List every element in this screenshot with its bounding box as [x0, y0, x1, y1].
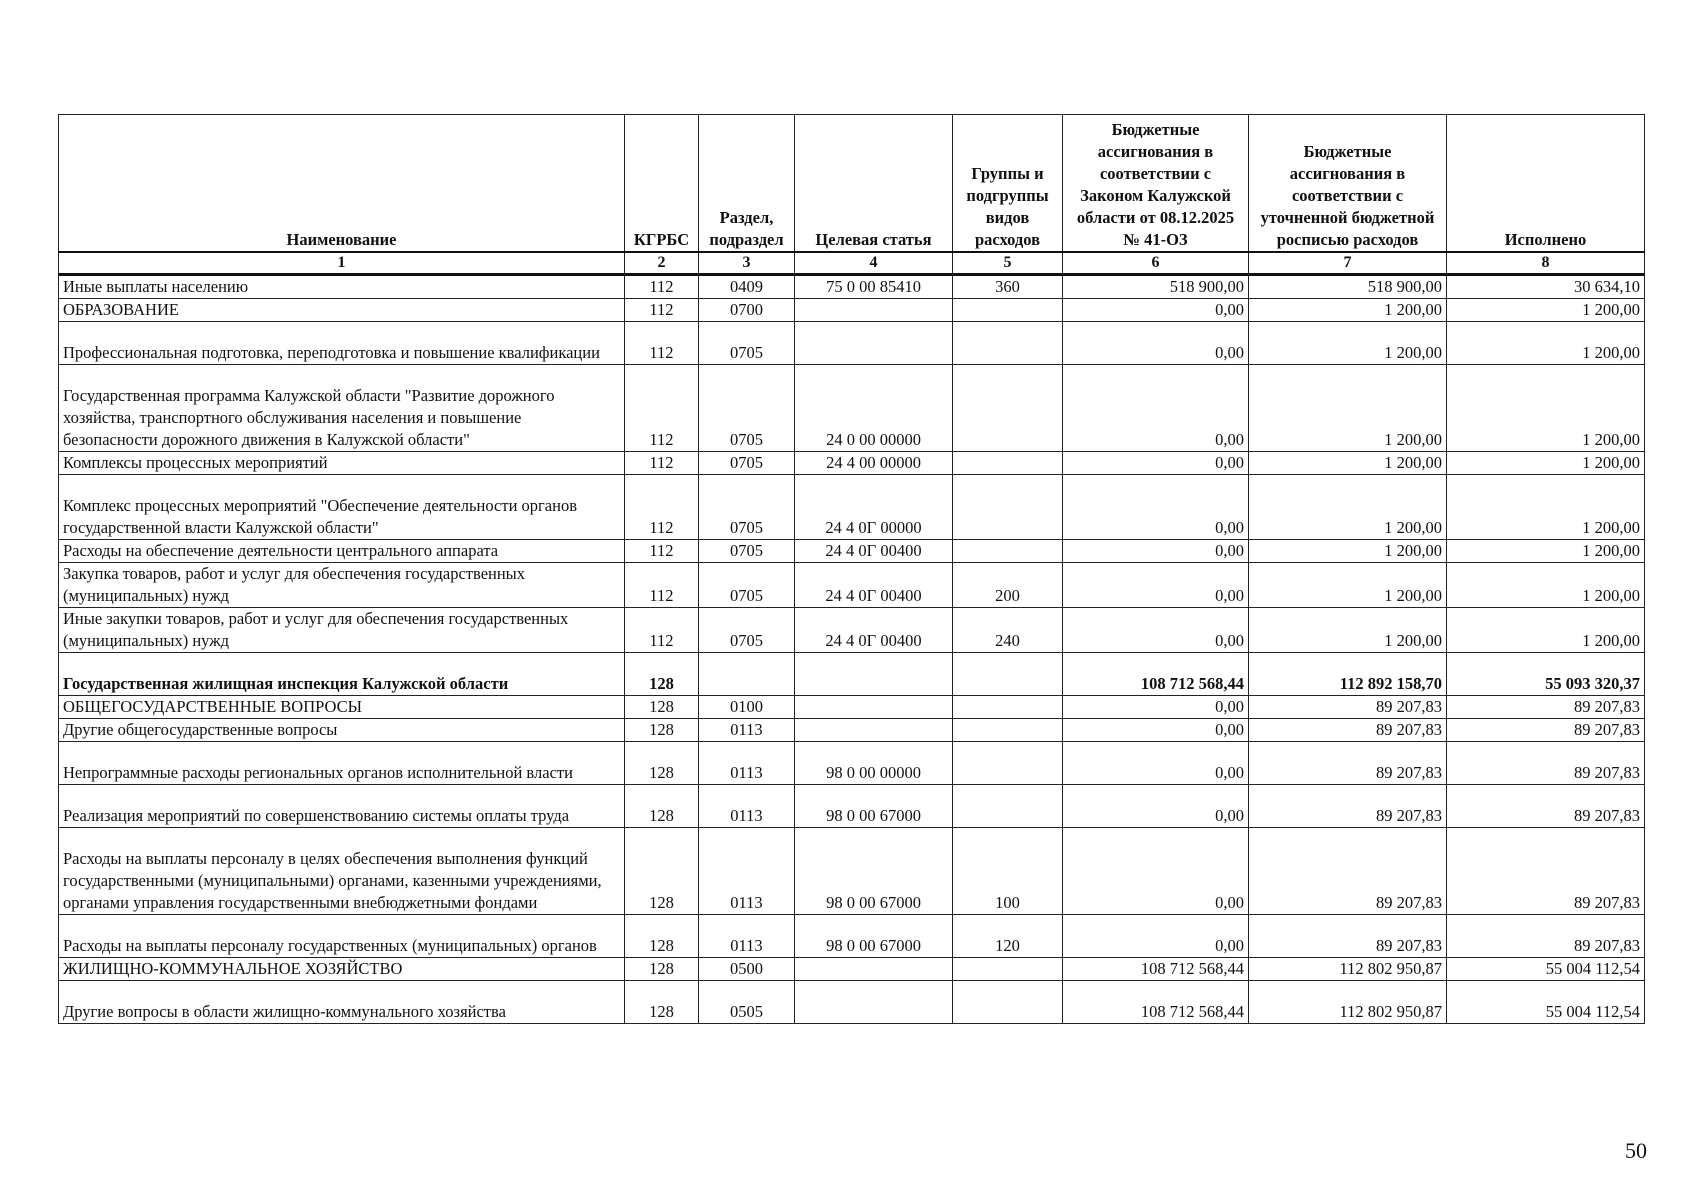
row-law-amount: 108 712 568,44	[1063, 653, 1249, 696]
row-executed-amount: 1 200,00	[1447, 475, 1645, 540]
row-name: Другие общегосударственные вопросы	[59, 719, 625, 742]
row-target-article: 24 4 0Г 00000	[795, 475, 953, 540]
row-law-amount: 108 712 568,44	[1063, 981, 1249, 1024]
row-section: 0705	[699, 475, 795, 540]
row-expense-group	[953, 322, 1063, 365]
row-expense-group	[953, 299, 1063, 322]
row-roll-amount: 1 200,00	[1249, 563, 1447, 608]
column-number: 2	[625, 252, 699, 275]
row-executed-amount: 89 207,83	[1447, 915, 1645, 958]
row-law-amount: 0,00	[1063, 742, 1249, 785]
row-name: Закупка товаров, работ и услуг для обеспечения государственных (муниципальных) нужд	[59, 563, 625, 608]
table-row	[59, 653, 1645, 696]
row-section: 0505	[699, 981, 795, 1024]
row-name: Комплексы процессных мероприятий	[59, 452, 625, 475]
row-name: Профессиональная подготовка, переподготовка и повышение квалификации	[59, 322, 625, 365]
row-executed-amount: 89 207,83	[1447, 696, 1645, 719]
row-name: Комплекс процессных мероприятий "Обеспечение деятельности органов государственной власти Калужской области"	[59, 475, 625, 540]
row-name: Другие вопросы в области жилищно-коммунального хозяйства	[59, 981, 625, 1024]
row-expense-group	[953, 742, 1063, 785]
row-section: 0113	[699, 828, 795, 915]
row-law-amount: 0,00	[1063, 696, 1249, 719]
column-number: 4	[795, 252, 953, 275]
row-executed-amount: 89 207,83	[1447, 742, 1645, 785]
row-law-amount: 0,00	[1063, 475, 1249, 540]
row-expense-group: 100	[953, 828, 1063, 915]
row-target-article	[795, 653, 953, 696]
row-section: 0705	[699, 540, 795, 563]
row-law-amount: 0,00	[1063, 299, 1249, 322]
row-law-amount: 0,00	[1063, 540, 1249, 563]
table-row	[59, 981, 1645, 1024]
row-name: ЖИЛИЩНО-КОММУНАЛЬНОЕ ХОЗЯЙСТВО	[59, 958, 625, 981]
table-row	[59, 719, 1645, 742]
row-kgrbs: 128	[625, 696, 699, 719]
row-kgrbs: 112	[625, 299, 699, 322]
column-number: 3	[699, 252, 795, 275]
row-roll-amount: 89 207,83	[1249, 696, 1447, 719]
column-number: 7	[1249, 252, 1447, 275]
row-name: ОБЩЕГОСУДАРСТВЕННЫЕ ВОПРОСЫ	[59, 696, 625, 719]
row-kgrbs: 112	[625, 452, 699, 475]
row-expense-group	[953, 785, 1063, 828]
header-name: Наименование	[59, 115, 625, 253]
row-law-amount: 518 900,00	[1063, 275, 1249, 299]
row-roll-amount: 1 200,00	[1249, 322, 1447, 365]
row-kgrbs: 112	[625, 275, 699, 299]
row-target-article: 98 0 00 67000	[795, 785, 953, 828]
row-kgrbs: 128	[625, 828, 699, 915]
row-roll-amount: 1 200,00	[1249, 475, 1447, 540]
row-expense-group	[953, 653, 1063, 696]
row-target-article: 98 0 00 67000	[795, 828, 953, 915]
row-target-article: 24 4 0Г 00400	[795, 563, 953, 608]
row-law-amount: 0,00	[1063, 828, 1249, 915]
row-section: 0705	[699, 608, 795, 653]
row-roll-amount: 1 200,00	[1249, 608, 1447, 653]
table-row	[59, 475, 1645, 540]
row-section: 0113	[699, 915, 795, 958]
row-name: Государственная программа Калужской области "Развитие дорожного хозяйства, транспортного обслуживания населения и повышение безопасности дорожного движения в Калужской области"	[59, 365, 625, 452]
row-executed-amount: 55 004 112,54	[1447, 981, 1645, 1024]
table-row	[59, 452, 1645, 475]
column-number: 6	[1063, 252, 1249, 275]
row-kgrbs: 112	[625, 608, 699, 653]
row-name: Расходы на обеспечение деятельности центрального аппарата	[59, 540, 625, 563]
row-expense-group: 360	[953, 275, 1063, 299]
row-kgrbs: 112	[625, 540, 699, 563]
row-executed-amount: 1 200,00	[1447, 365, 1645, 452]
table-row	[59, 563, 1645, 608]
row-target-article: 24 4 0Г 00400	[795, 608, 953, 653]
row-kgrbs: 128	[625, 742, 699, 785]
row-target-article: 98 0 00 67000	[795, 915, 953, 958]
row-target-article: 98 0 00 00000	[795, 742, 953, 785]
row-executed-amount: 89 207,83	[1447, 785, 1645, 828]
header-expense-groups: Группы и подгруппы видов расходов	[953, 115, 1063, 253]
row-section: 0705	[699, 563, 795, 608]
row-law-amount: 0,00	[1063, 563, 1249, 608]
header-section: Раздел, подраздел	[699, 115, 795, 253]
row-target-article	[795, 981, 953, 1024]
header-law-appropriations: Бюджетные ассигнования в соответствии с Законом Калужской области от 08.12.2025 № 41-ОЗ	[1063, 115, 1249, 253]
row-law-amount: 0,00	[1063, 608, 1249, 653]
row-section: 0113	[699, 742, 795, 785]
row-roll-amount: 1 200,00	[1249, 452, 1447, 475]
column-number: 8	[1447, 252, 1645, 275]
row-roll-amount: 89 207,83	[1249, 742, 1447, 785]
row-section: 0705	[699, 452, 795, 475]
row-executed-amount: 55 004 112,54	[1447, 958, 1645, 981]
row-roll-amount: 112 802 950,87	[1249, 958, 1447, 981]
row-expense-group: 200	[953, 563, 1063, 608]
column-number-row	[59, 252, 1645, 275]
row-section: 0100	[699, 696, 795, 719]
table-row	[59, 365, 1645, 452]
row-target-article: 75 0 00 85410	[795, 275, 953, 299]
row-executed-amount: 89 207,83	[1447, 719, 1645, 742]
row-roll-amount: 112 802 950,87	[1249, 981, 1447, 1024]
row-kgrbs: 128	[625, 981, 699, 1024]
row-section: 0113	[699, 785, 795, 828]
row-kgrbs: 128	[625, 719, 699, 742]
table-row	[59, 915, 1645, 958]
table-row	[59, 299, 1645, 322]
row-target-article: 24 4 0Г 00400	[795, 540, 953, 563]
row-name: Непрограммные расходы региональных органов исполнительной власти	[59, 742, 625, 785]
table-row	[59, 275, 1645, 299]
row-name: ОБРАЗОВАНИЕ	[59, 299, 625, 322]
row-kgrbs: 128	[625, 958, 699, 981]
row-kgrbs: 128	[625, 915, 699, 958]
row-section: 0500	[699, 958, 795, 981]
row-expense-group	[953, 696, 1063, 719]
row-law-amount: 0,00	[1063, 322, 1249, 365]
row-kgrbs: 112	[625, 322, 699, 365]
table-row	[59, 958, 1645, 981]
row-kgrbs: 128	[625, 653, 699, 696]
row-section: 0113	[699, 719, 795, 742]
budget-table-container	[58, 114, 1644, 1024]
row-executed-amount: 1 200,00	[1447, 452, 1645, 475]
row-executed-amount: 1 200,00	[1447, 540, 1645, 563]
row-roll-amount: 1 200,00	[1249, 540, 1447, 563]
row-section: 0705	[699, 365, 795, 452]
row-section: 0705	[699, 322, 795, 365]
row-law-amount: 108 712 568,44	[1063, 958, 1249, 981]
row-executed-amount: 1 200,00	[1447, 299, 1645, 322]
column-number: 1	[59, 252, 625, 275]
row-executed-amount: 1 200,00	[1447, 608, 1645, 653]
column-number: 5	[953, 252, 1063, 275]
budget-table	[58, 114, 1645, 1024]
row-executed-amount: 1 200,00	[1447, 563, 1645, 608]
row-executed-amount: 55 093 320,37	[1447, 653, 1645, 696]
row-expense-group	[953, 475, 1063, 540]
row-executed-amount: 89 207,83	[1447, 828, 1645, 915]
page-number: 50	[1625, 1138, 1647, 1163]
row-kgrbs: 128	[625, 785, 699, 828]
row-target-article	[795, 696, 953, 719]
table-row	[59, 608, 1645, 653]
row-roll-amount: 1 200,00	[1249, 299, 1447, 322]
row-kgrbs: 112	[625, 365, 699, 452]
row-name: Расходы на выплаты персоналу в целях обеспечения выполнения функций государственными (муниципальными) органами, казенными учреждениями, органами управления государственными внебюджетными фондами	[59, 828, 625, 915]
header-executed: Исполнено	[1447, 115, 1645, 253]
row-expense-group	[953, 719, 1063, 742]
row-law-amount: 0,00	[1063, 719, 1249, 742]
row-section: 0409	[699, 275, 795, 299]
table-row	[59, 322, 1645, 365]
row-expense-group: 240	[953, 608, 1063, 653]
row-name: Расходы на выплаты персоналу государственных (муниципальных) органов	[59, 915, 625, 958]
table-row	[59, 828, 1645, 915]
row-target-article: 24 0 00 00000	[795, 365, 953, 452]
row-target-article	[795, 719, 953, 742]
row-roll-amount: 518 900,00	[1249, 275, 1447, 299]
row-name: Иные выплаты населению	[59, 275, 625, 299]
row-executed-amount: 30 634,10	[1447, 275, 1645, 299]
row-roll-amount: 89 207,83	[1249, 828, 1447, 915]
row-target-article	[795, 958, 953, 981]
table-row	[59, 742, 1645, 785]
row-name: Иные закупки товаров, работ и услуг для обеспечения государственных (муниципальных) нужд	[59, 608, 625, 653]
row-expense-group: 120	[953, 915, 1063, 958]
row-name: Государственная жилищная инспекция Калужской области	[59, 653, 625, 696]
header-row	[59, 115, 1645, 253]
table-row	[59, 785, 1645, 828]
header-kgrbs: КГРБС	[625, 115, 699, 253]
row-roll-amount: 89 207,83	[1249, 719, 1447, 742]
row-kgrbs: 112	[625, 475, 699, 540]
row-expense-group	[953, 958, 1063, 981]
row-law-amount: 0,00	[1063, 785, 1249, 828]
row-name: Реализация мероприятий по совершенствованию системы оплаты труда	[59, 785, 625, 828]
header-roll-appropriations: Бюджетные ассигнования в соответствии с уточненной бюджетной росписью расходов	[1249, 115, 1447, 253]
row-expense-group	[953, 452, 1063, 475]
header-target-article: Целевая статья	[795, 115, 953, 253]
row-roll-amount: 112 892 158,70	[1249, 653, 1447, 696]
row-roll-amount: 1 200,00	[1249, 365, 1447, 452]
row-law-amount: 0,00	[1063, 365, 1249, 452]
row-section	[699, 653, 795, 696]
row-expense-group	[953, 540, 1063, 563]
row-section: 0700	[699, 299, 795, 322]
row-expense-group	[953, 365, 1063, 452]
row-law-amount: 0,00	[1063, 452, 1249, 475]
table-row	[59, 540, 1645, 563]
table-row	[59, 696, 1645, 719]
row-kgrbs: 112	[625, 563, 699, 608]
row-target-article: 24 4 00 00000	[795, 452, 953, 475]
row-executed-amount: 1 200,00	[1447, 322, 1645, 365]
row-target-article	[795, 299, 953, 322]
row-target-article	[795, 322, 953, 365]
row-roll-amount: 89 207,83	[1249, 915, 1447, 958]
row-expense-group	[953, 981, 1063, 1024]
row-law-amount: 0,00	[1063, 915, 1249, 958]
row-roll-amount: 89 207,83	[1249, 785, 1447, 828]
